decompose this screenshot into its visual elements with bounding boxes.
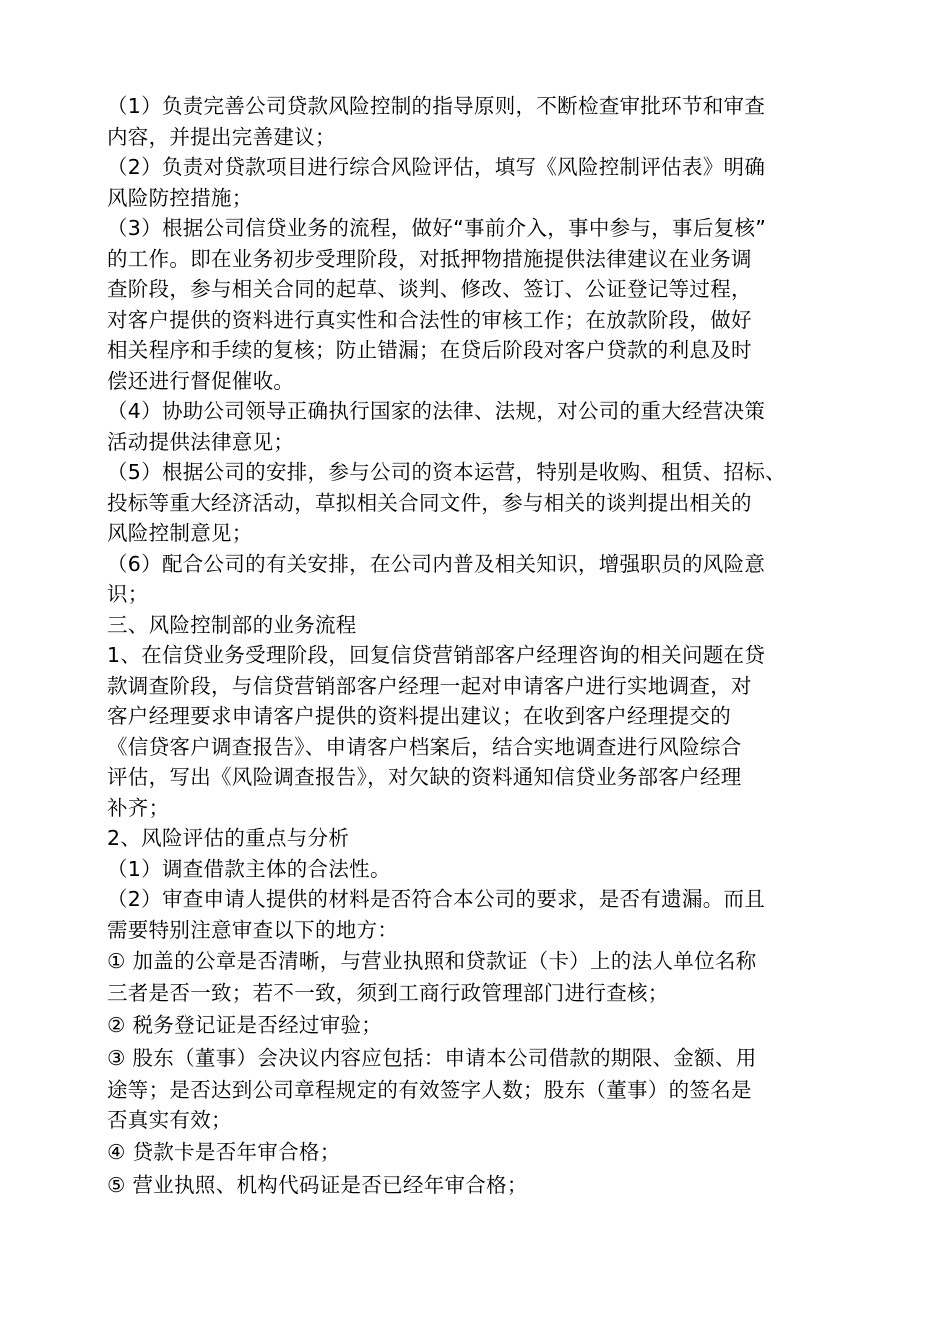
- text-line: （5）根据公司的安排，参与公司的资本运营，特别是收购、租赁、招标、: [107, 460, 786, 484]
- text-line: （4）协助公司领导正确执行国家的法律、法规，对公司的重大经营决策: [107, 399, 766, 423]
- text-line: 相关程序和手续的复核；防止错漏；在贷后阶段对客户贷款的利息及时: [107, 338, 752, 362]
- subsection-heading: 2、风险评估的重点与分析: [107, 826, 350, 850]
- list-item-line: ① 加盖的公章是否清晰，与营业执照和贷款证（卡）上的法人单位名称: [107, 949, 757, 973]
- text-line: 否真实有效；: [107, 1108, 232, 1132]
- list-item-line: ③ 股东（董事）会决议内容应包括：申请本公司借款的期限、金额、用: [107, 1045, 757, 1070]
- text-line: 偿还进行督促催收。: [107, 368, 295, 393]
- list-item-line: ⑤ 营业执照、机构代码证是否已经年审合格；: [107, 1172, 528, 1197]
- text-line: （6）配合公司的有关安排，在公司内普及相关知识，增强职员的风险意: [107, 551, 766, 576]
- text-line: 需要特别注意审查以下的地方：: [107, 917, 399, 942]
- text-line: 查阶段，参与相关合同的起草、谈判、修改、签订、公证登记等过程，: [107, 277, 752, 301]
- section-heading: 三、风险控制部的业务流程: [107, 612, 357, 637]
- text-line: 1、在信贷业务受理阶段，回复信贷营销部客户经理咨询的相关问题在贷: [107, 643, 766, 667]
- document-body: [107, 91, 867, 1202]
- text-line: （3）根据公司信贷业务的流程，做好“事前介入，事中参与，事后复核”: [107, 216, 767, 240]
- text-line: 评估，写出《风险调查报告》，对欠缺的资料通知信贷业务部客户经理: [107, 765, 742, 789]
- text-line: 《信贷客户调查报告》、申请客户档案后，结合实地调查进行风险综合: [107, 734, 742, 759]
- text-line: 的工作。即在业务初步受理阶段，对抵押物措施提供法律建议在业务调: [107, 246, 752, 271]
- text-line: 途等；是否达到公司章程规定的有效签字人数；股东（董事）的签名是: [107, 1077, 752, 1102]
- text-line: 识；: [107, 582, 149, 606]
- list-item-line: ② 税务登记证是否经过审验；: [107, 1012, 383, 1037]
- text-line: （1）负责完善公司贷款风险控制的指导原则，不断检查审批环节和审查: [107, 94, 766, 118]
- text-line: （2）负责对贷款项目进行综合风险评估，填写《风险控制评估表》明确: [107, 155, 766, 179]
- text-line: 投标等重大经济活动，草拟相关合同文件，参与相关的谈判提出相关的: [107, 490, 752, 515]
- text-line: （2）审查申请人提供的材料是否符合本公司的要求，是否有遗漏。而且: [107, 887, 766, 911]
- text-line: 活动提供法律意见；: [107, 429, 295, 454]
- text-line: 风险防控措施；: [107, 185, 253, 210]
- text-line: 内容，并提出完善建议；: [107, 124, 336, 149]
- text-line: 款调查阶段，与信贷营销部客户经理一起对申请客户进行实地调查，对: [107, 673, 752, 698]
- text-line: 对客户提供的资料进行真实性和合法性的审核工作；在放款阶段，做好: [107, 307, 752, 332]
- text-line: 风险控制意见；: [107, 521, 253, 545]
- text-line: 三者是否一致；若不一致，须到工商行政管理部门进行查核；: [107, 981, 669, 1005]
- text-line: 补齐；: [107, 795, 170, 820]
- text-line: （1）调查借款主体的合法性。: [107, 856, 391, 881]
- text-line: 客户经理要求申请客户提供的资料提出建议；在收到客户经理提交的: [107, 704, 731, 728]
- list-item-line: ④ 贷款卡是否年审合格；: [107, 1139, 341, 1164]
